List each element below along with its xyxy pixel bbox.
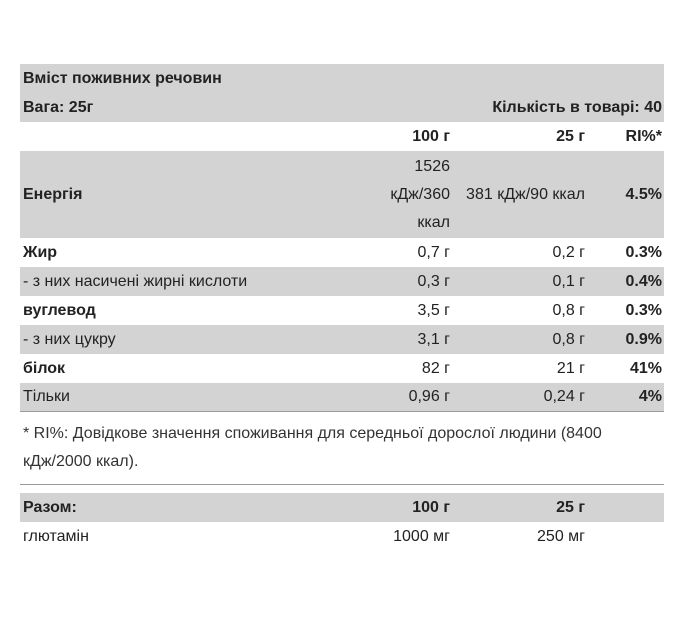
column-header-100g: 100 г	[412, 127, 450, 145]
row-per100: 3,1 г	[417, 330, 450, 348]
column-header-row	[20, 122, 664, 151]
table-row-carbohydrate	[20, 296, 664, 325]
servings-label: Кількість в товарі: 40	[492, 99, 662, 116]
row-name: Жир	[23, 243, 58, 261]
row-per25: 0,1 г	[552, 272, 585, 290]
row-ri: 0.3%	[625, 301, 662, 319]
row-ri: 0.3%	[625, 243, 662, 261]
table-row-sugar	[20, 325, 664, 354]
row-per100: 82 г	[421, 359, 450, 377]
row-per25: 0,8 г	[552, 301, 585, 319]
row-per25: 21 г	[556, 359, 585, 377]
table-row-protein	[20, 354, 664, 383]
row-ri: 4.5%	[625, 185, 662, 203]
weight-label: Вага: 25г	[23, 99, 94, 116]
row-per100: 0,3 г	[417, 272, 450, 290]
weight-row	[20, 94, 664, 122]
table-row-salt	[20, 383, 664, 412]
ri-footnote: * RI%: Довідкове значення споживання для середньої дорослої людини (8400 кДж/2000 ккал).	[23, 425, 602, 470]
totals-label: Разом:	[23, 498, 77, 516]
row-per100: 0,96 г	[408, 388, 450, 405]
row-per100: 1000 мг	[393, 527, 450, 545]
row-name: білок	[23, 359, 66, 377]
row-per25: 0,2 г	[552, 243, 585, 261]
totals-header-100g: 100 г	[412, 498, 450, 516]
row-per25: 0,24 г	[543, 388, 585, 405]
table-row-saturated-fat	[20, 267, 664, 296]
nutrition-table	[20, 64, 664, 551]
row-per25: 250 мг	[537, 527, 585, 545]
row-per100: 1526 кДж/360 ккал	[390, 157, 450, 231]
column-header-ri: RI%*	[625, 127, 662, 145]
column-header-25g: 25 г	[556, 127, 585, 145]
row-ri: 0.9%	[625, 330, 662, 348]
row-name: Енергія	[23, 185, 83, 203]
row-name: Тільки	[23, 388, 70, 405]
table-row-fat	[20, 238, 664, 267]
divider	[20, 484, 664, 485]
table-row-glutamine	[20, 522, 664, 551]
row-ri: 4%	[638, 388, 662, 405]
row-name: глютамін	[23, 527, 89, 545]
totals-header-25g: 25 г	[556, 498, 585, 516]
row-ri: 41%	[629, 359, 662, 377]
row-name: - з них цукру	[23, 330, 116, 348]
row-name: - з них насичені жирні кислоти	[23, 272, 248, 290]
table-title-row	[20, 64, 664, 94]
row-per25: 381 кДж/90 ккал	[466, 185, 585, 203]
table-row-energy	[20, 151, 664, 238]
row-per25: 0,8 г	[552, 330, 585, 348]
table-title: Вміст поживних речовин	[23, 70, 222, 87]
totals-header-row	[20, 493, 664, 522]
row-name: вуглевод	[23, 301, 96, 319]
row-ri: 0.4%	[625, 272, 662, 290]
row-per100: 3,5 г	[417, 301, 450, 319]
row-per100: 0,7 г	[417, 243, 450, 261]
